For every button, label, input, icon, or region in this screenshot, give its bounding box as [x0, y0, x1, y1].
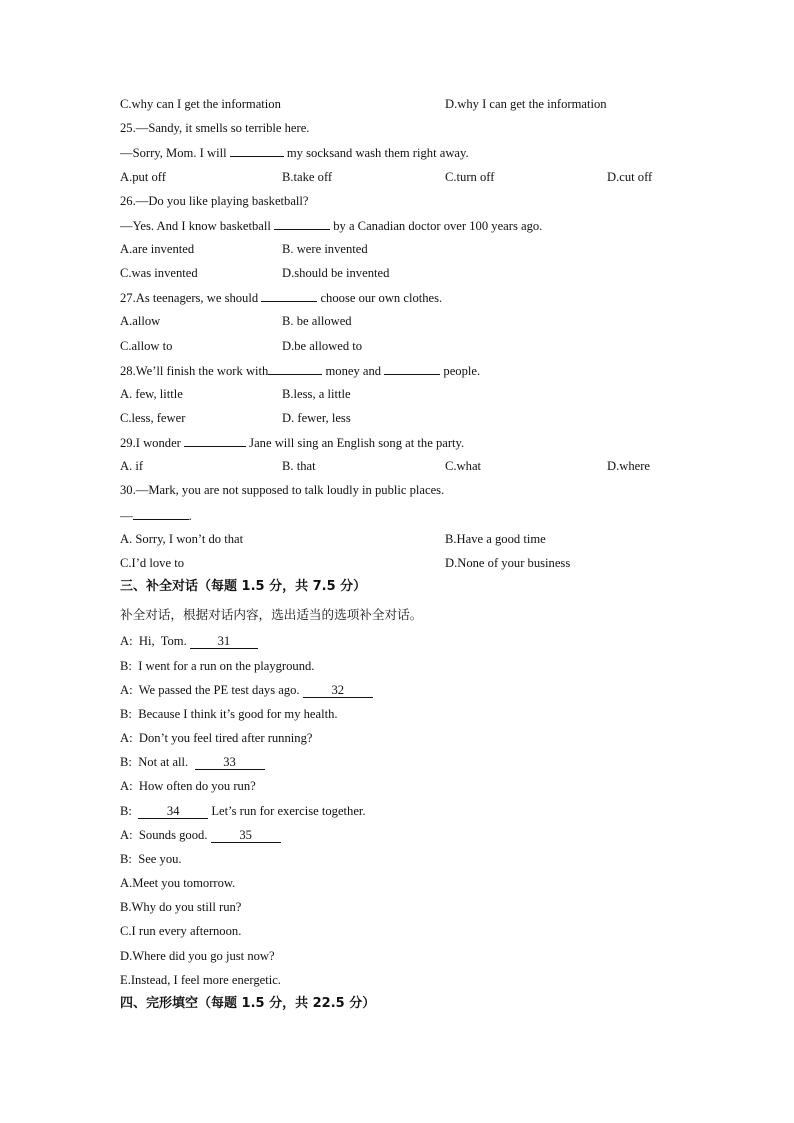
- q29-option-a: A. if: [120, 459, 144, 473]
- numbered-blank: 31: [190, 634, 258, 649]
- dialogue-line: A: Don’t you feel tired after running?: [120, 731, 313, 745]
- answer-blank: [230, 144, 284, 157]
- answer-blank: [384, 362, 440, 375]
- q29-stem: 29.I wonder Jane will sing an English song at the party.: [120, 436, 465, 450]
- q26-stem-line1: 26.—Do you like playing basketball?: [120, 194, 309, 208]
- q30-stem-line1: 30.—Mark, you are not supposed to talk loudly in public places.: [120, 483, 445, 497]
- q28-stem: 28.We’ll finish the work with money and people.: [120, 364, 481, 378]
- q25-stem-line1: 25.—Sandy, it smells so terrible here.: [120, 121, 310, 135]
- q30-option-c: C.I’d love to: [120, 556, 185, 570]
- numbered-blank: 35: [211, 828, 281, 843]
- q27-stem: 27.As teenagers, we should choose our own clothes.: [120, 291, 443, 305]
- q25-option-d: D.cut off: [607, 170, 653, 184]
- numbered-blank: 34: [138, 804, 208, 819]
- dialogue-option: D.Where did you go just now?: [120, 949, 275, 963]
- answer-blank: [184, 434, 246, 447]
- dialogue-option: A.Meet you tomorrow.: [120, 876, 236, 890]
- answer-blank: [268, 362, 322, 375]
- numbered-blank: 33: [195, 755, 265, 770]
- q27-option-a: A.allow: [120, 314, 161, 328]
- dialogue-line: B: See you.: [120, 852, 182, 866]
- dialogue-line: A: How often do you run?: [120, 779, 256, 793]
- dialogue-option: E.Instead, I feel more energetic.: [120, 973, 281, 987]
- q28-option-b: B.less, a little: [282, 387, 351, 401]
- q26-option-b: B. were invented: [282, 242, 368, 256]
- dialogue-line: B: I went for a run on the playground.: [120, 659, 315, 673]
- q28-option-a: A. few, little: [120, 387, 183, 401]
- section-4-title: 四、完形填空（每题 1.5 分，共 22.5 分）: [120, 996, 376, 1011]
- dialogue-option: C.I run every afternoon.: [120, 924, 242, 938]
- q25-option-a: A.put off: [120, 170, 166, 184]
- q25-stem-line2: —Sorry, Mom. I will my socksand wash them right away.: [120, 146, 469, 160]
- q27-option-c: C.allow to: [120, 339, 173, 353]
- answer-blank: [274, 217, 330, 230]
- q29-option-d: D.where: [607, 459, 651, 473]
- numbered-blank: 32: [303, 683, 373, 698]
- q24-option-d: D.why I can get the information: [445, 97, 607, 111]
- dialogue-line: A: Sounds good. 35: [120, 827, 281, 843]
- dialogue-line: B: Not at all. 33: [120, 754, 265, 770]
- dialogue-line: B: 34 Let’s run for exercise together.: [120, 804, 366, 818]
- q30-stem-line2: — .: [120, 509, 192, 523]
- q29-option-c: C.what: [445, 459, 482, 473]
- q27-option-d: D.be allowed to: [282, 339, 363, 353]
- q29-option-b: B. that: [282, 459, 316, 473]
- q26-option-a: A.are invented: [120, 242, 195, 256]
- q26-stem-line2: —Yes. And I know basketball by a Canadian doctor over 100 years ago.: [120, 219, 543, 233]
- q26-option-d: D.should be invented: [282, 266, 390, 280]
- q30-option-b: B.Have a good time: [445, 532, 546, 546]
- q26-option-c: C.was invented: [120, 266, 198, 280]
- q27-option-b: B. be allowed: [282, 314, 352, 328]
- q30-option-d: D.None of your business: [445, 556, 571, 570]
- q24-option-c: C.why can I get the information: [120, 97, 281, 111]
- q25-option-c: C.turn off: [445, 170, 495, 184]
- answer-blank: [261, 289, 317, 302]
- q28-option-d: D. fewer, less: [282, 411, 351, 425]
- dialogue-line: A: Hi, Tom. 31: [120, 633, 258, 649]
- section-3-instruction: 补全对话，根据对话内容，选出适当的选项补全对话。: [120, 607, 423, 622]
- dialogue-option: B.Why do you still run?: [120, 900, 242, 914]
- q30-option-a: A. Sorry, I won’t do that: [120, 532, 244, 546]
- section-3-title: 三、补全对话（每题 1.5 分，共 7.5 分）: [120, 579, 367, 594]
- dialogue-line: B: Because I think it’s good for my health.: [120, 707, 338, 721]
- q25-option-b: B.take off: [282, 170, 333, 184]
- q28-option-c: C.less, fewer: [120, 411, 186, 425]
- dialogue-line: A: We passed the PE test days ago. 32: [120, 682, 373, 698]
- answer-blank: [133, 507, 189, 520]
